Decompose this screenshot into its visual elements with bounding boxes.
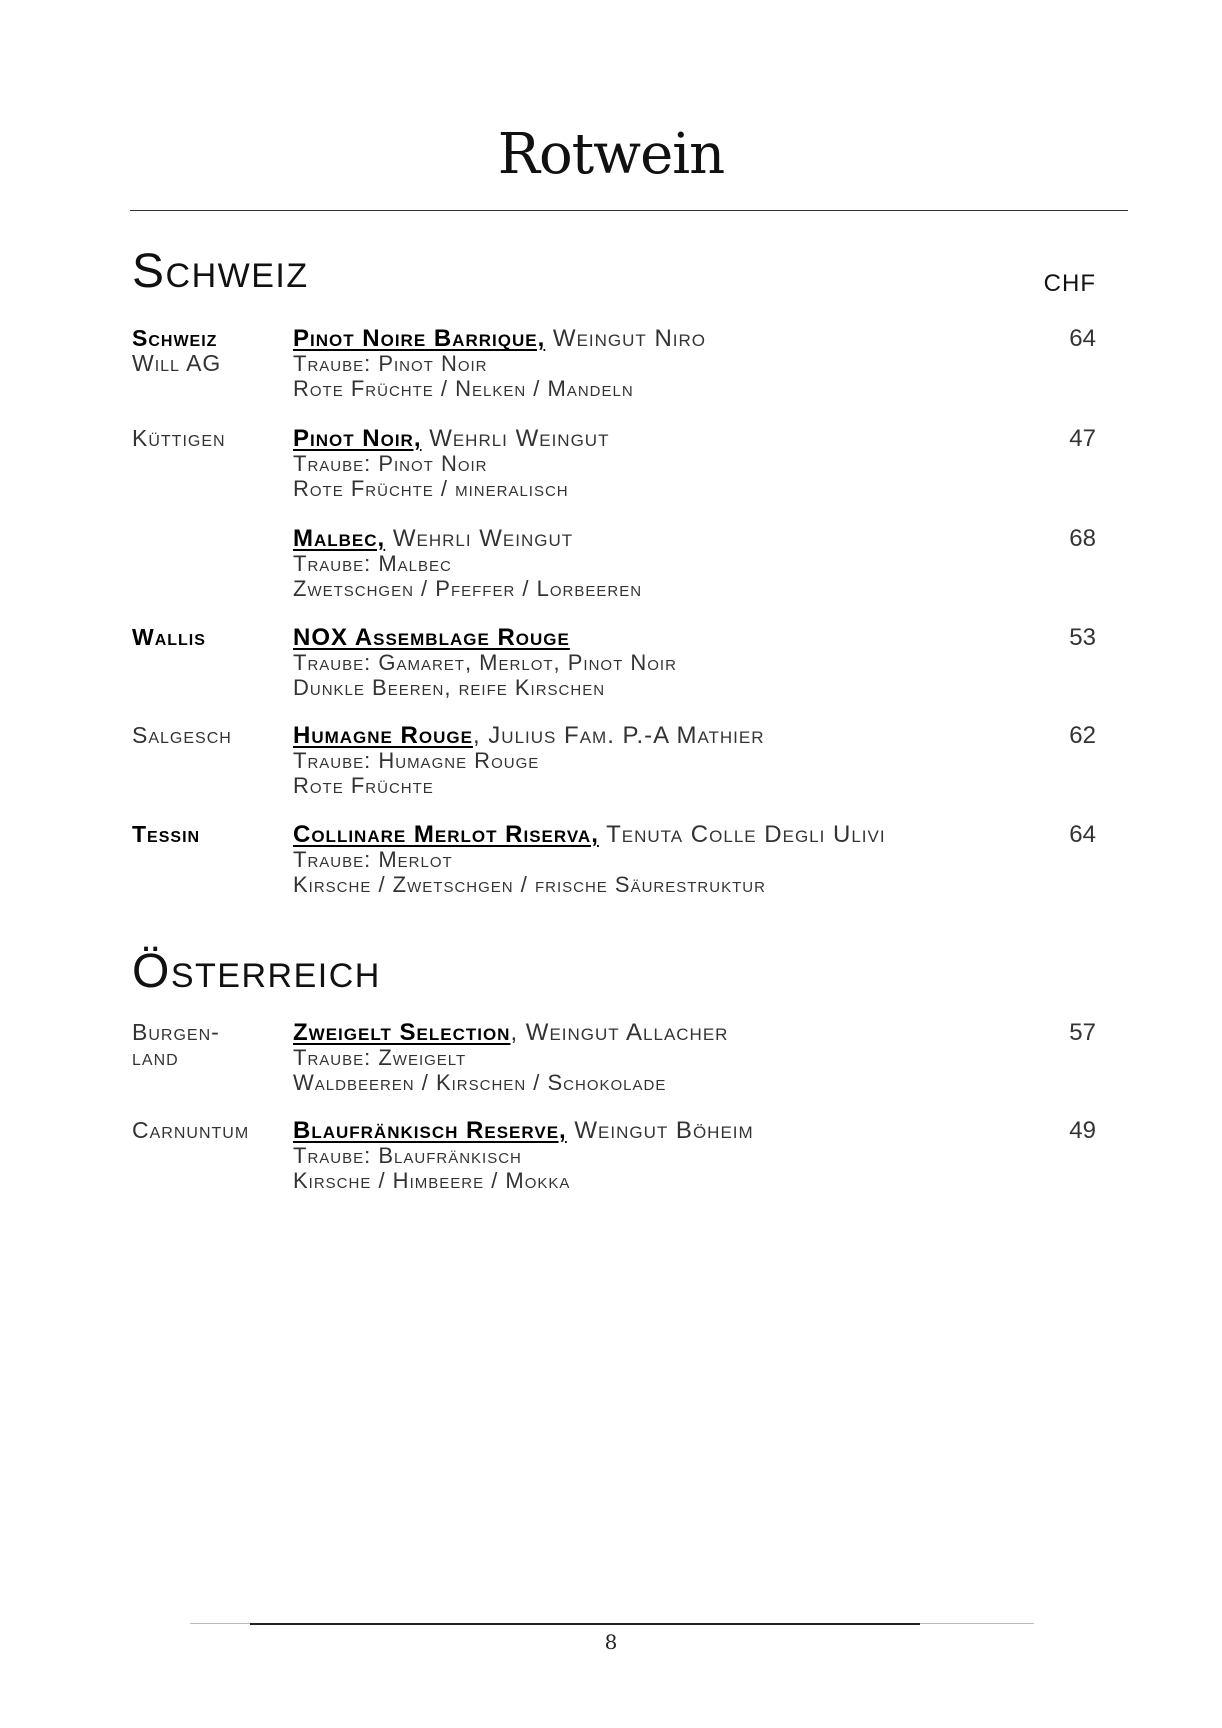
wine-grape: Traube: Zweigelt — [293, 1045, 467, 1070]
page-number: 8 — [604, 1630, 618, 1654]
wine-notes: Dunkle Beeren, reife Kirschen — [293, 675, 606, 700]
wine-producer: , Weingut Allacher — [510, 1019, 729, 1046]
wine-entry — [0, 625, 1222, 705]
wine-producer: Wehrli Weingut — [429, 425, 610, 452]
wine-details — [293, 723, 1073, 798]
wine-entry — [0, 326, 1222, 406]
wine-name: Pinot Noire Barrique, — [293, 325, 546, 352]
wine-details — [293, 1020, 1073, 1095]
wine-price: 68 — [1069, 525, 1096, 552]
region-line: Wallis — [132, 624, 206, 650]
wine-producer: , Julius Fam. P.-A Mathier — [472, 722, 765, 749]
wine-name: Malbec, — [293, 525, 386, 552]
wine-notes: Rote Früchte / mineralisch — [293, 476, 569, 501]
wine-details — [293, 822, 1073, 897]
region-line: land — [132, 1044, 179, 1070]
wine-grape: Traube: Merlot — [293, 847, 453, 872]
wine-producer: Weingut Niro — [552, 325, 707, 352]
region-line: Schweiz — [132, 325, 218, 351]
wine-entry — [0, 526, 1222, 606]
wine-producer: Weingut Böheim — [574, 1117, 754, 1144]
wine-price: 49 — [1069, 1117, 1096, 1144]
wine-notes: Kirsche / Himbeere / Mokka — [293, 1168, 571, 1193]
region-line: Salgesch — [132, 722, 232, 748]
section-heading-oesterreich: Österreich — [132, 945, 381, 998]
wine-entry — [0, 1118, 1222, 1198]
region-line: Küttigen — [132, 425, 226, 451]
wine-details — [293, 625, 1073, 700]
section-heading-schweiz: Schweiz — [132, 245, 309, 298]
region-label — [132, 822, 292, 847]
wine-entry — [0, 723, 1222, 803]
wine-name: Pinot Noir, — [293, 425, 422, 452]
wine-name: NOX Assemblage Rouge — [293, 624, 570, 651]
wine-name: Humagne Rouge — [293, 722, 473, 749]
wine-details — [293, 526, 1073, 601]
region-label — [132, 625, 292, 650]
page-title: Rotwein — [497, 122, 725, 187]
wine-price: 62 — [1069, 722, 1096, 749]
wine-grape: Traube: Pinot Noir — [293, 451, 488, 476]
wine-producer: Tenuta Colle Degli Ulivi — [606, 821, 886, 848]
wine-notes: Rote Früchte — [293, 773, 434, 798]
wine-notes: Rote Früchte / Nelken / Mandeln — [293, 376, 634, 401]
wine-notes: Kirsche / Zwetschgen / frische Säurestruktur — [293, 872, 766, 897]
region-label — [132, 426, 292, 451]
wine-name: Blaufränkisch Reserve, — [293, 1117, 567, 1144]
region-label — [132, 1020, 292, 1070]
wine-price: 57 — [1069, 1019, 1096, 1046]
region-label — [132, 1118, 292, 1143]
wine-notes: Waldbeeren / Kirschen / Schokolade — [293, 1070, 667, 1095]
wine-entry — [0, 426, 1222, 506]
wine-entry — [0, 822, 1222, 902]
wine-grape: Traube: Blaufränkisch — [293, 1143, 522, 1168]
title-divider — [130, 210, 1128, 211]
wine-details — [293, 326, 1073, 401]
wine-notes: Zwetschgen / Pfeffer / Lorbeeren — [293, 576, 643, 601]
wine-grape: Traube: Humagne Rouge — [293, 748, 540, 773]
wine-grape: Traube: Gamaret, Merlot, Pinot Noir — [293, 650, 677, 675]
wine-grape: Traube: Pinot Noir — [293, 351, 488, 376]
wine-producer: Wehrli Weingut — [392, 525, 574, 552]
wine-price: 64 — [1069, 821, 1096, 848]
wine-entry — [0, 1020, 1222, 1100]
currency-label: CHF — [1043, 270, 1096, 297]
footer-divider-accent — [250, 1623, 920, 1625]
region-line: Burgen- — [132, 1019, 220, 1045]
region-line: Carnuntum — [132, 1117, 250, 1143]
wine-price: 64 — [1069, 325, 1096, 352]
wine-details — [293, 426, 1073, 501]
wine-details — [293, 1118, 1073, 1193]
region-line: Will AG — [132, 350, 222, 376]
wine-price: 47 — [1069, 425, 1096, 452]
wine-name: Collinare Merlot Riserva, — [293, 821, 599, 848]
region-label — [132, 723, 292, 748]
wine-grape: Traube: Malbec — [293, 551, 452, 576]
region-label — [132, 326, 292, 376]
region-line: Tessin — [132, 821, 201, 847]
wine-name: Zweigelt Selection — [293, 1019, 511, 1046]
wine-price: 53 — [1069, 624, 1096, 651]
